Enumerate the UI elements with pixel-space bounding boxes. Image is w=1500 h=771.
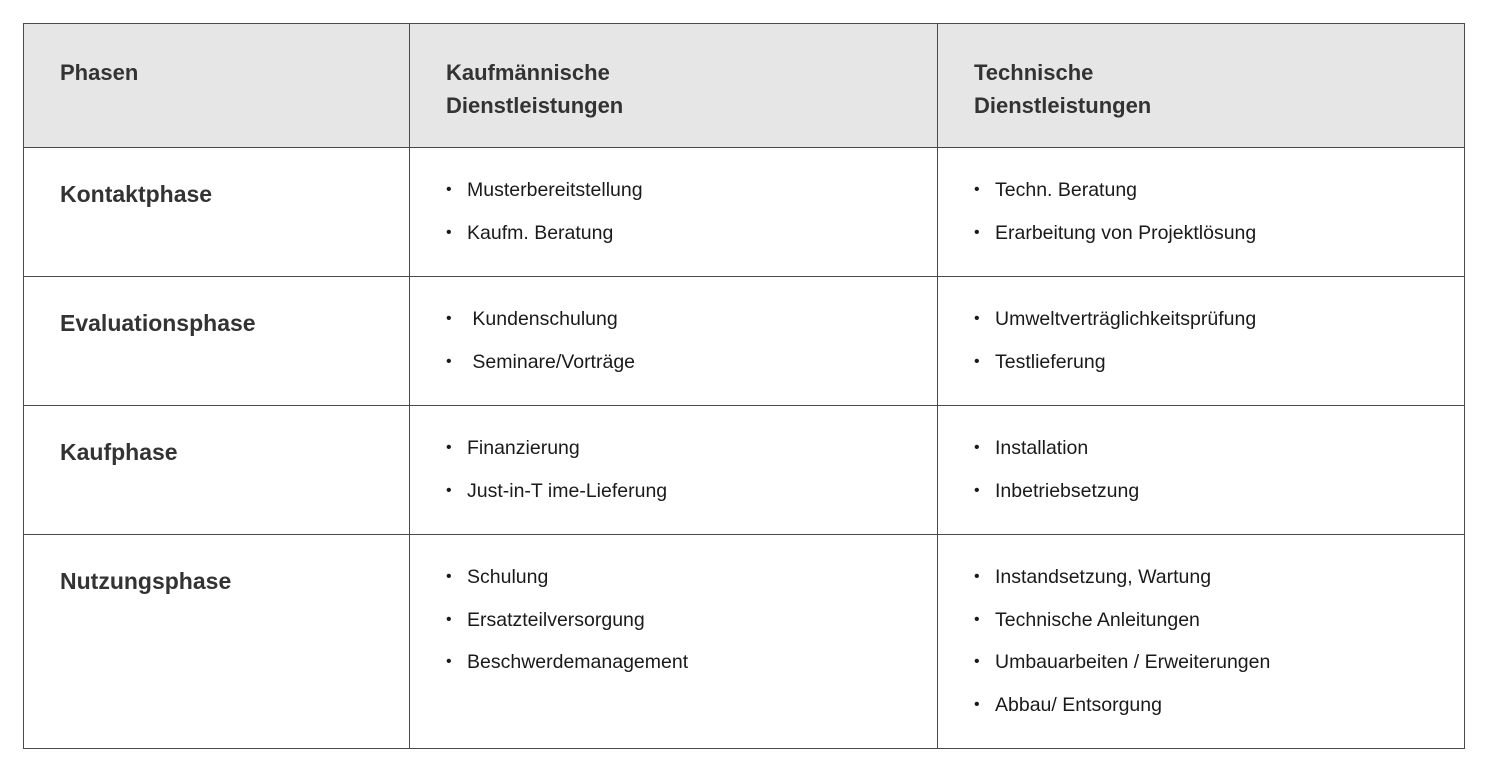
commercial-cell [410,277,938,406]
list-item: • Instandsetzung, Wartung [974,563,1464,591]
bullet-icon: • [974,310,980,327]
list-item: • Seminare/Vorträge [446,348,937,376]
header-phases: Phasen [60,60,139,85]
header-technical: Technische Dienstleistungen [974,60,1152,118]
list-item: • Just-in-T ime-Lieferung [446,477,937,505]
technical-cell [938,535,1464,748]
services-table [23,23,1465,749]
phase-cell [24,406,410,535]
bullet-icon: • [974,352,980,370]
list-item: • Testlieferung [974,348,1464,376]
bullet-icon: • [446,568,452,585]
commercial-cell [410,148,938,277]
header-cell-commercial [410,24,938,148]
bullet-icon: • [446,352,452,370]
list-item: • Erarbeitung von Projektlösung [974,219,1464,247]
header-commercial: Kaufmännische Dienstleistungen [446,60,624,118]
phase-label: Evaluationsphase [60,310,256,336]
technical-list [974,563,1464,719]
list-item: • Inbetriebsetzung [974,477,1464,505]
commercial-list [446,176,937,247]
list-item: • Technische Anleitungen [974,606,1464,634]
list-item: • Umbauarbeiten / Erweiterungen [974,648,1464,676]
phase-cell [24,535,410,748]
list-item: • Umweltverträglichkeitsprüfung [974,305,1464,333]
phase-label: Nutzungsphase [60,568,232,594]
commercial-list [446,563,937,676]
bullet-icon: • [446,181,452,198]
technical-cell [938,406,1464,535]
bullet-icon: • [446,481,452,499]
phase-cell [24,148,410,277]
bullet-icon: • [446,223,452,241]
header-cell-technical [938,24,1464,148]
technical-cell [938,277,1464,406]
list-item: • Installation [974,434,1464,462]
bullet-icon: • [974,653,980,670]
bullet-icon: • [974,481,980,499]
list-item: • Abbau/ Entsorgung [974,691,1464,719]
list-item: • Finanzierung [446,434,937,462]
commercial-cell [410,535,938,748]
list-item: • Ersatzteilversorgung [446,606,937,634]
header-cell-phases [24,24,410,148]
bullet-icon: • [974,610,980,628]
technical-cell [938,148,1464,277]
technical-list [974,176,1464,247]
list-item: • Techn. Beratung [974,176,1464,204]
phase-cell [24,277,410,406]
list-item: • Kaufm. Beratung [446,219,937,247]
technical-list [974,434,1464,505]
phase-label: Kaufphase [60,439,178,465]
bullet-icon: • [446,439,452,456]
list-item: • Musterbereitstellung [446,176,937,204]
phase-label: Kontaktphase [60,181,213,207]
bullet-icon: • [974,223,980,241]
list-item: • Kundenschulung [446,305,937,333]
bullet-icon: • [446,653,452,670]
bullet-icon: • [974,695,980,713]
commercial-list [446,434,937,505]
bullet-icon: • [974,181,980,198]
commercial-list [446,305,937,376]
commercial-cell [410,406,938,535]
bullet-icon: • [446,310,452,327]
bullet-icon: • [974,439,980,456]
bullet-icon: • [446,610,452,628]
bullet-icon: • [974,568,980,585]
list-item: • Schulung [446,563,937,591]
technical-list [974,305,1464,376]
list-item: • Beschwerdemanagement [446,648,937,676]
